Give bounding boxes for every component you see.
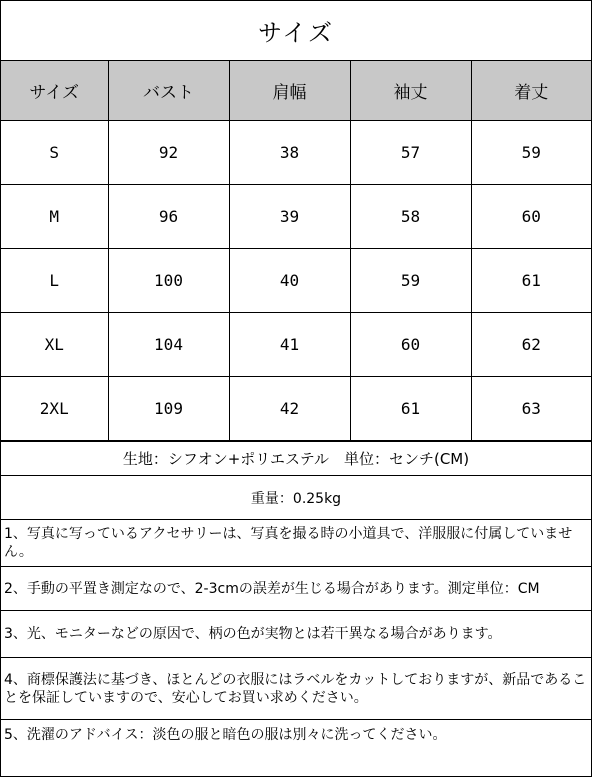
cell-size: L xyxy=(1,249,108,313)
table-row xyxy=(1,185,591,249)
note-label: 4、商標保護法に基づき、ほとんどの衣服にはラベルをカットしておりますが、新品であることを保証していますので、安心してお買い求めください。 xyxy=(1,657,591,719)
cell-bust: 100 xyxy=(108,249,229,313)
cell-shoulder: 39 xyxy=(229,185,350,249)
note-washing: 5、洗濯のアドバイス：淡色の服と暗色の服は別々に洗ってください。 xyxy=(1,719,591,754)
header-sleeve: 袖丈 xyxy=(350,61,471,121)
cell-length: 62 xyxy=(471,313,591,377)
cell-bust: 92 xyxy=(108,121,229,185)
cell-bust: 104 xyxy=(108,313,229,377)
table-row xyxy=(1,121,591,185)
cell-length: 59 xyxy=(471,121,591,185)
cell-shoulder: 38 xyxy=(229,121,350,185)
header-size: サイズ xyxy=(1,61,108,121)
cell-sleeve: 57 xyxy=(350,121,471,185)
cell-sleeve: 59 xyxy=(350,249,471,313)
note-accessories: 1、写真に写っているアクセサリーは、写真を撮る時の小道具で、洋服服に付属していません。 xyxy=(1,519,591,566)
cell-bust: 96 xyxy=(108,185,229,249)
table-header-row xyxy=(1,61,591,121)
chart-title: サイズ xyxy=(1,1,591,61)
material-unit-line: 生地：シフオン+ポリエステル 単位：センチ(CM) xyxy=(1,441,591,475)
note-color: 3、光、モニターなどの原因で、柄の色が実物とは若干異なる場合があります。 xyxy=(1,610,591,657)
cell-shoulder: 42 xyxy=(229,377,350,441)
cell-size: M xyxy=(1,185,108,249)
cell-sleeve: 60 xyxy=(350,313,471,377)
header-length: 着丈 xyxy=(471,61,591,121)
weight-line: 重量：0.25kg xyxy=(1,475,591,519)
cell-sleeve: 61 xyxy=(350,377,471,441)
cell-size: XL xyxy=(1,313,108,377)
cell-sleeve: 58 xyxy=(350,185,471,249)
size-table xyxy=(1,61,591,441)
cell-shoulder: 40 xyxy=(229,249,350,313)
cell-size: 2XL xyxy=(1,377,108,441)
cell-length: 61 xyxy=(471,249,591,313)
table-row xyxy=(1,313,591,377)
cell-size: S xyxy=(1,121,108,185)
cell-length: 63 xyxy=(471,377,591,441)
header-shoulder: 肩幅 xyxy=(229,61,350,121)
table-row xyxy=(1,377,591,441)
cell-bust: 109 xyxy=(108,377,229,441)
cell-shoulder: 41 xyxy=(229,313,350,377)
header-bust: バスト xyxy=(108,61,229,121)
table-row xyxy=(1,249,591,313)
note-measurement: 2、手動の平置き測定なので、2-3cmの誤差が生じる場合があります。測定単位：CM xyxy=(1,566,591,610)
cell-length: 60 xyxy=(471,185,591,249)
